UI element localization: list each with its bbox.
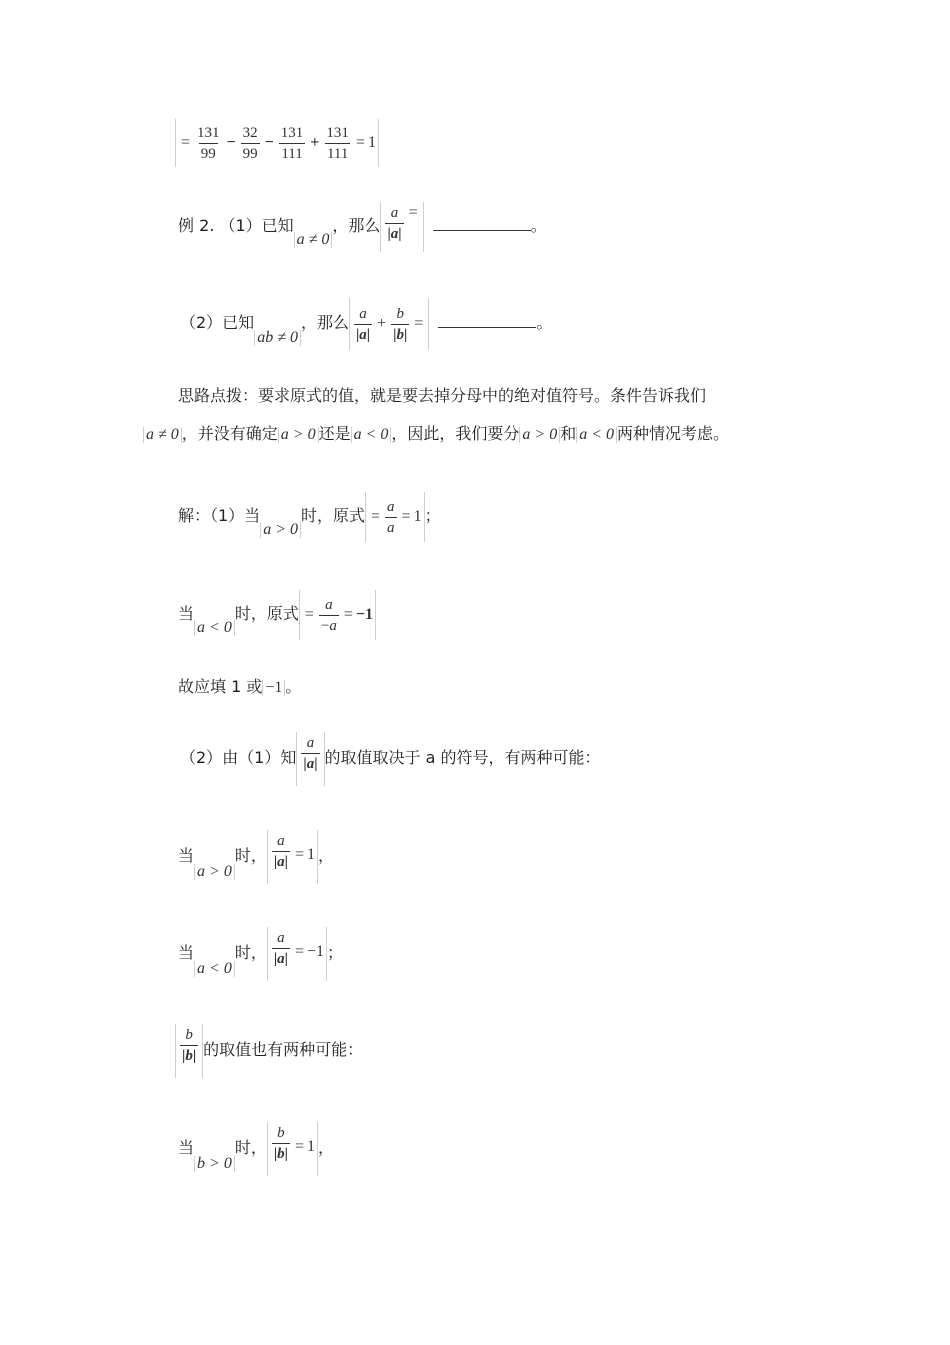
text-sep: ，那么 [300, 313, 349, 332]
condition: a < 0 [576, 427, 617, 443]
solution-2-pos [178, 828, 334, 884]
fraction-b-over-abs-b: $\frac{b}{|b|}$ [175, 1024, 203, 1078]
condition: a ≠ 0 [143, 427, 182, 443]
hint-text: ，并没有确定 [181, 424, 278, 443]
solution-text: 时， [234, 1138, 267, 1157]
answer-blank-2[interactable] [438, 313, 536, 328]
hint-text: 思路点拨：要求原式的值，就是要去掉分母中的绝对值符号。条件告诉我们 [178, 386, 707, 405]
equation-abs-b-pos: $\frac{b}{|b|}$ = 1 [267, 1122, 318, 1176]
equation-abs-pos: $\frac{a}{|a|}$ = 1 [267, 830, 318, 884]
condition: b > 0 [194, 1156, 235, 1172]
solution-text: 当 [178, 846, 195, 865]
punct: ； [424, 506, 441, 525]
fraction-a-over-abs-a: $\frac{a}{|a|}$ = [380, 202, 423, 252]
solution-text: 当 [178, 1138, 195, 1157]
equation-a-over-neg-a: = $\frac{a}{-a}$ = −1 [299, 590, 376, 640]
fraction: $\frac{32}{99}$ [242, 124, 258, 162]
equation-a-over-a: = $\frac{a}{a}$ = 1 [365, 492, 425, 542]
part-prefix: （1）已知 [219, 216, 294, 235]
equation-abs-neg: $\frac{a}{|a|}$ = −1 [267, 927, 327, 981]
hint-text: 两种情况考虑。 [617, 424, 730, 443]
condition: a > 0 [519, 427, 560, 443]
answer-value: −1 [262, 680, 285, 696]
solution-text: 解：（1）当 [178, 506, 261, 525]
solution-1-pos [178, 490, 441, 542]
solution-text: 时，原式 [234, 604, 299, 623]
punct: 。 [285, 677, 302, 696]
fraction: $\frac{131}{99}$ [197, 124, 220, 162]
solution-text: （2）由（1）知 [180, 748, 297, 767]
condition: a < 0 [194, 961, 235, 977]
condition: a < 0 [194, 620, 235, 636]
punct: ； [327, 943, 344, 962]
solution-text: 时，原式 [300, 506, 365, 525]
condition: a > 0 [194, 864, 235, 880]
punct: ， [317, 1138, 334, 1157]
solution-b-intro [175, 1022, 363, 1078]
fraction-sum: $\frac{a}{|a|}$ + $\frac{b}{|b|}$ = [349, 298, 429, 350]
fraction: $\frac{131}{111}$ [280, 124, 304, 162]
condition: a > 0 [278, 427, 319, 443]
condition: a ≠ 0 [294, 232, 333, 248]
condition: a > 0 [260, 522, 301, 538]
example-label: 例 2. [178, 216, 215, 235]
solution-2-intro [180, 730, 600, 786]
solution-text: 故应填 1 或 [178, 677, 263, 696]
solution-1-neg [178, 588, 376, 640]
hint-text: 还是 [318, 424, 351, 443]
hint-line-1 [178, 386, 706, 406]
text-sep: ，那么 [332, 216, 381, 235]
punct: ， [317, 846, 334, 865]
solution-b-pos [178, 1120, 334, 1176]
solution-2-neg [178, 925, 343, 981]
hint-text: 和 [560, 424, 577, 443]
example2-part1 [178, 200, 547, 252]
part-prefix: （2）已知 [180, 313, 255, 332]
end-mark: 。 [536, 313, 553, 332]
math-equation: = $\frac{131}{99}$ − $\frac{32}{99}$ − $\frac{131}{111}$ + $\frac{131}{111}$ = 1 [175, 119, 379, 167]
condition: ab ≠ 0 [254, 330, 301, 346]
hint-text: ，因此，我们要分 [391, 424, 520, 443]
solution-text: 当 [178, 604, 195, 623]
fraction-a-over-abs-a: $\frac{a}{|a|}$ [296, 732, 324, 786]
solution-text: 的取值取决于 a 的符号，有两种可能： [324, 748, 601, 767]
end-mark: 。 [530, 216, 547, 235]
answer-blank-1[interactable] [433, 216, 531, 231]
condition: a < 0 [351, 427, 392, 443]
solution-text: 时， [234, 943, 267, 962]
equation-line-1 [175, 119, 379, 167]
solution-text: 当 [178, 943, 195, 962]
solution-text: 的取值也有两种可能： [203, 1040, 364, 1059]
hint-line-2 [143, 424, 729, 444]
fraction: $\frac{131}{111}$ [326, 124, 349, 162]
example2-part2 [180, 296, 552, 350]
solution-text: 时， [234, 846, 267, 865]
fill-answer [178, 677, 301, 697]
